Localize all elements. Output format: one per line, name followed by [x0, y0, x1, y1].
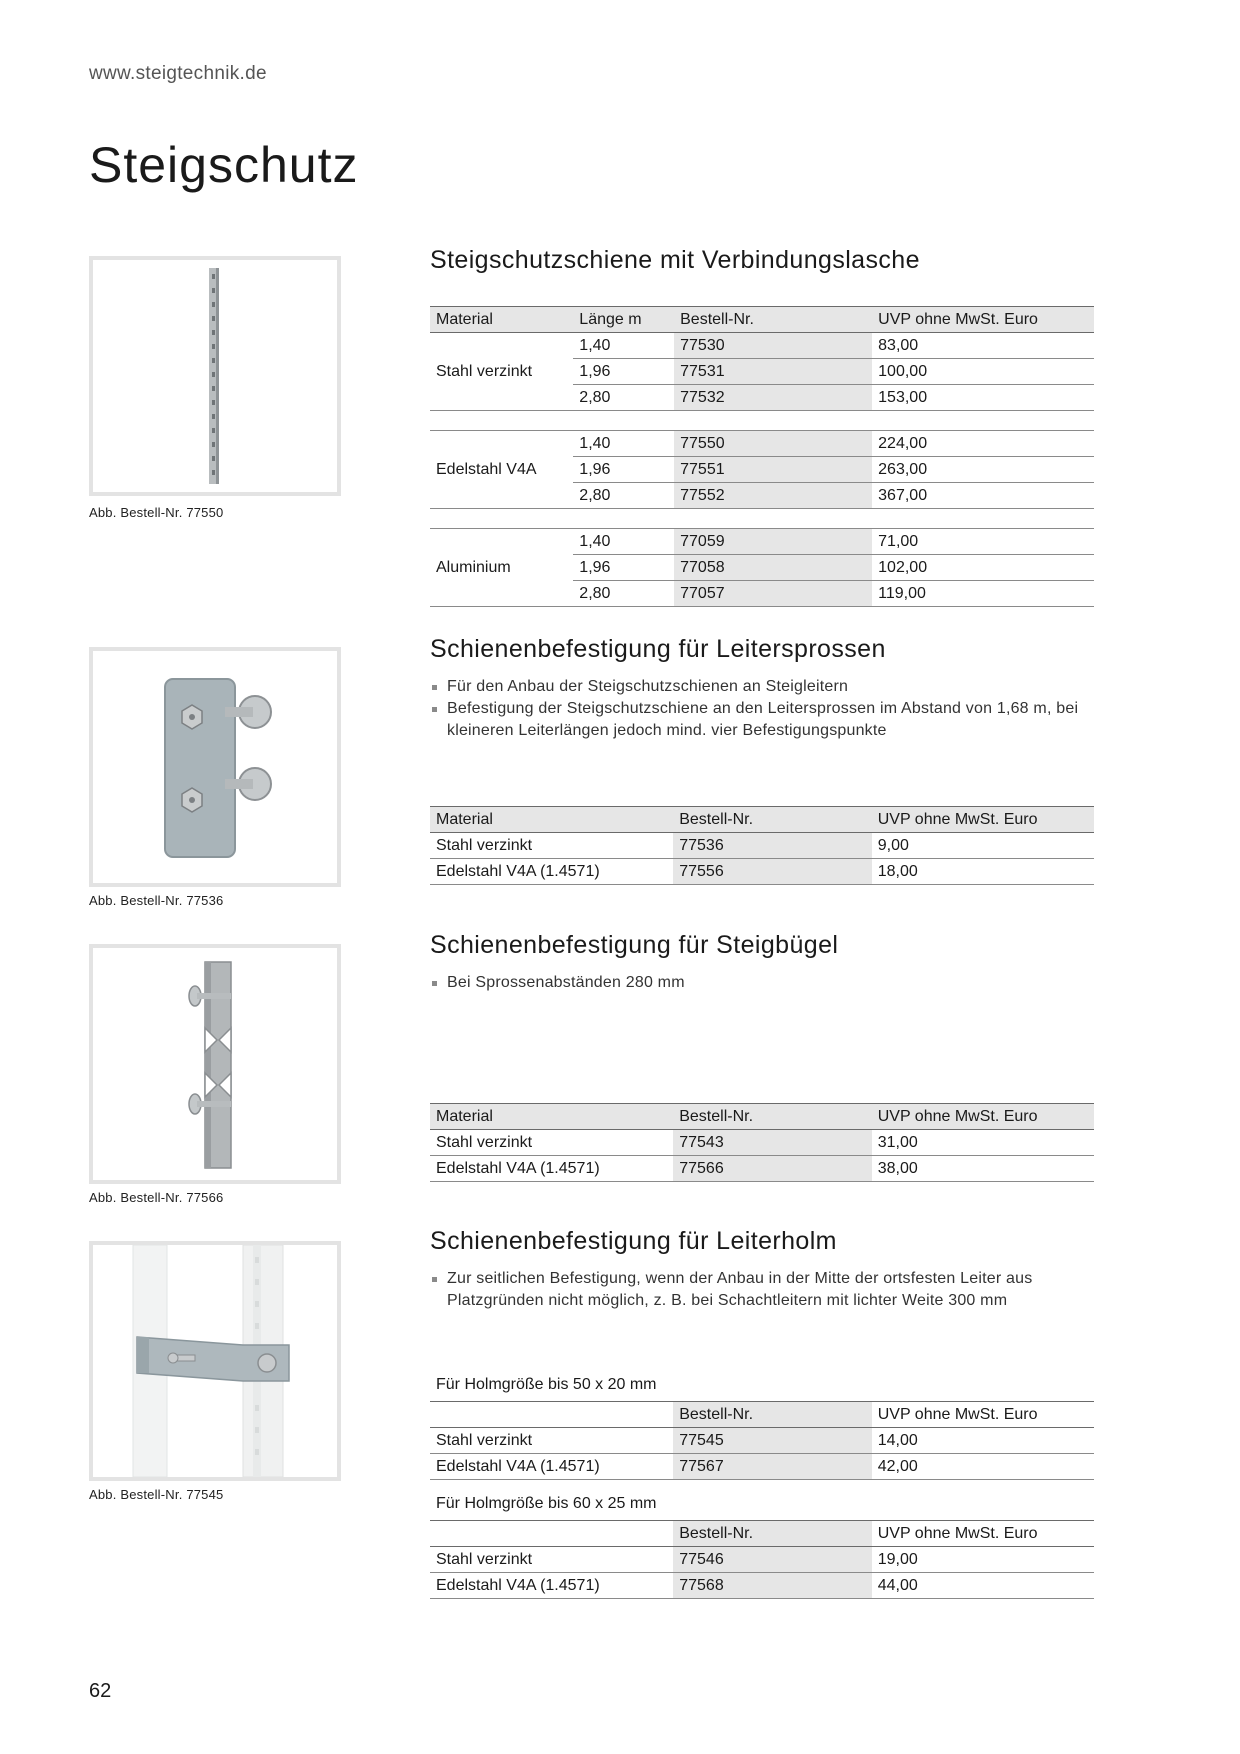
table-row: [430, 833, 1094, 859]
price-table-irons: [430, 1103, 1094, 1182]
order-number-cell: 77551: [674, 457, 872, 483]
table-row: [430, 1573, 1094, 1599]
price-cell: 224,00: [872, 431, 1094, 457]
price-cell: 367,00: [872, 483, 1094, 509]
price-cell: 119,00: [872, 581, 1094, 607]
column-header: [430, 1402, 673, 1428]
column-header: Bestell-Nr.: [673, 1402, 872, 1428]
table-row: [430, 1454, 1094, 1480]
column-header: Material: [430, 807, 673, 833]
price-cell: 153,00: [872, 385, 1094, 411]
website-url: www.steigtechnik.de: [89, 63, 267, 84]
price-table-rail: [430, 306, 1094, 607]
price-cell: 14,00: [872, 1428, 1094, 1454]
length-cell: 2,80: [573, 581, 674, 607]
product-image-rail: [89, 256, 341, 496]
material-cell: Edelstahl V4A: [430, 431, 573, 509]
order-number-cell: 77532: [674, 385, 872, 411]
table-spacer-row: [430, 411, 1094, 431]
image-caption: Abb. Bestell-Nr. 77566: [89, 1190, 224, 1205]
material-cell: Edelstahl V4A (1.4571): [430, 1156, 673, 1182]
table-row: [430, 1130, 1094, 1156]
step-iron-bracket-icon: [93, 948, 337, 1180]
table-header-row: [430, 1521, 1094, 1547]
length-cell: 1,96: [573, 457, 674, 483]
price-cell: 38,00: [872, 1156, 1094, 1182]
length-cell: 2,80: [573, 483, 674, 509]
length-cell: 1,40: [573, 333, 674, 359]
section-title-rungs: Schienenbefestigung für Leitersprossen: [430, 635, 886, 663]
material-cell: Stahl verzinkt: [430, 833, 673, 859]
table-row: [430, 1156, 1094, 1182]
table-spacer-row: [430, 509, 1094, 529]
table-row: [430, 1428, 1094, 1454]
table-row: [430, 1547, 1094, 1573]
material-cell: Edelstahl V4A (1.4571): [430, 859, 673, 885]
page-number: 62: [89, 1680, 112, 1702]
bullet-list: [430, 1268, 1090, 1312]
price-table-stile-50x20: [430, 1401, 1094, 1480]
length-cell: 1,96: [573, 555, 674, 581]
price-cell: 42,00: [872, 1454, 1094, 1480]
bullet-item: Bei Sprossenabständen 280 mm: [430, 972, 1090, 994]
material-cell: Edelstahl V4A (1.4571): [430, 1573, 673, 1599]
material-cell: Stahl verzinkt: [430, 1130, 673, 1156]
order-number-cell: 77058: [674, 555, 872, 581]
table-row: [430, 431, 1094, 457]
order-number-cell: 77550: [674, 431, 872, 457]
bullet-list: [430, 972, 1090, 994]
order-number-cell: 77545: [673, 1428, 872, 1454]
column-header: UVP ohne MwSt. Euro: [872, 1104, 1094, 1130]
price-cell: 44,00: [872, 1573, 1094, 1599]
order-number-cell: 77531: [674, 359, 872, 385]
price-cell: 102,00: [872, 555, 1094, 581]
material-cell: Edelstahl V4A (1.4571): [430, 1454, 673, 1480]
product-image-rung-bracket: [89, 647, 341, 887]
material-cell: Aluminium: [430, 529, 573, 607]
image-caption: Abb. Bestell-Nr. 77550: [89, 505, 224, 520]
material-cell: Stahl verzinkt: [430, 1428, 673, 1454]
product-image-step-iron-bracket: [89, 944, 341, 1184]
order-number-cell: 77543: [673, 1130, 872, 1156]
table-subtitle: Für Holmgröße bis 60 x 25 mm: [436, 1495, 657, 1512]
table-subtitle: Für Holmgröße bis 50 x 20 mm: [436, 1376, 657, 1393]
page-title: Steigschutz: [89, 137, 359, 193]
bullet-list: [430, 676, 1090, 742]
length-cell: 1,40: [573, 529, 674, 555]
price-cell: 31,00: [872, 1130, 1094, 1156]
material-cell: Stahl verzinkt: [430, 333, 573, 411]
product-image-stile-bracket: [89, 1241, 341, 1481]
price-cell: 18,00: [872, 859, 1094, 885]
section-title-irons: Schienenbefestigung für Steigbügel: [430, 931, 839, 959]
order-number-cell: 77536: [673, 833, 872, 859]
price-cell: 263,00: [872, 457, 1094, 483]
table-row: [430, 529, 1094, 555]
ladder-rung-bracket-icon: [93, 651, 337, 883]
column-header: UVP ohne MwSt. Euro: [872, 807, 1094, 833]
table-header-row: [430, 307, 1094, 333]
order-number-cell: 77556: [673, 859, 872, 885]
stile-bracket-icon: [93, 1245, 337, 1477]
table-row: [430, 333, 1094, 359]
rail-icon: [93, 260, 337, 492]
column-header: [430, 1521, 673, 1547]
column-header: Material: [430, 307, 573, 333]
section-title-rail: Steigschutzschiene mit Verbindungslasche: [430, 246, 920, 274]
length-cell: 1,96: [573, 359, 674, 385]
bullet-item: Befestigung der Steigschutzschiene an den Leitersprossen im Abstand von 1,68 m, bei kleineren Leiterlängen jedoch mind. vier Befestigungspunkte: [430, 698, 1090, 742]
order-number-cell: 77566: [673, 1156, 872, 1182]
column-header: UVP ohne MwSt. Euro: [872, 1521, 1094, 1547]
price-cell: 71,00: [872, 529, 1094, 555]
price-cell: 100,00: [872, 359, 1094, 385]
order-number-cell: 77057: [674, 581, 872, 607]
column-header: Bestell-Nr.: [673, 1521, 872, 1547]
table-header-row: [430, 1402, 1094, 1428]
price-cell: 83,00: [872, 333, 1094, 359]
image-caption: Abb. Bestell-Nr. 77536: [89, 893, 224, 908]
table-header-row: [430, 1104, 1094, 1130]
bullet-item: Für den Anbau der Steigschutzschienen an Steigleitern: [430, 676, 1090, 698]
price-cell: 19,00: [872, 1547, 1094, 1573]
column-header: Material: [430, 1104, 673, 1130]
price-cell: 9,00: [872, 833, 1094, 859]
length-cell: 1,40: [573, 431, 674, 457]
order-number-cell: 77568: [673, 1573, 872, 1599]
material-cell: Stahl verzinkt: [430, 1547, 673, 1573]
bullet-item: Zur seitlichen Befestigung, wenn der Anbau in der Mitte der ortsfesten Leiter aus Platzgründen nicht möglich, z. B. bei Schachtleitern mit lichter Weite 300 mm: [430, 1268, 1090, 1312]
order-number-cell: 77059: [674, 529, 872, 555]
order-number-cell: 77530: [674, 333, 872, 359]
order-number-cell: 77567: [673, 1454, 872, 1480]
column-header: Bestell-Nr.: [673, 807, 872, 833]
order-number-cell: 77546: [673, 1547, 872, 1573]
length-cell: 2,80: [573, 385, 674, 411]
column-header: UVP ohne MwSt. Euro: [872, 1402, 1094, 1428]
image-caption: Abb. Bestell-Nr. 77545: [89, 1487, 224, 1502]
column-header: Länge m: [573, 307, 674, 333]
order-number-cell: 77552: [674, 483, 872, 509]
table-row: [430, 859, 1094, 885]
table-header-row: [430, 807, 1094, 833]
price-table-stile-60x25: [430, 1520, 1094, 1599]
column-header: UVP ohne MwSt. Euro: [872, 307, 1094, 333]
price-table-rungs: [430, 806, 1094, 885]
section-title-stile: Schienenbefestigung für Leiterholm: [430, 1227, 837, 1255]
column-header: Bestell-Nr.: [673, 1104, 872, 1130]
column-header: Bestell-Nr.: [674, 307, 872, 333]
